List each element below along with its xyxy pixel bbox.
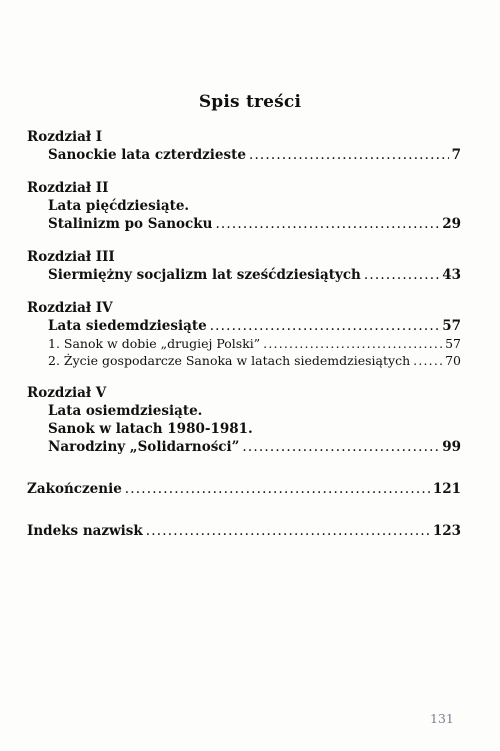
folio-page-number: 131 xyxy=(430,711,454,726)
dot-leader xyxy=(249,146,449,164)
entry-title: Sanockie lata czterdzieste xyxy=(48,147,246,163)
page-number: 121 xyxy=(432,481,461,497)
toc-subentry[interactable] xyxy=(27,335,461,352)
subentry-title: 1. Sanok w dobie „drugiej Polski” xyxy=(48,336,261,351)
toc-entry[interactable] xyxy=(27,317,461,335)
chapter-5 xyxy=(27,384,461,456)
dot-leader xyxy=(125,480,430,498)
chapter-heading: Rozdział V xyxy=(27,385,107,401)
toc-entry-index[interactable] xyxy=(27,522,461,540)
dot-leader xyxy=(364,266,439,284)
table-of-contents xyxy=(27,128,461,540)
dot-leader xyxy=(210,317,440,335)
closing-section xyxy=(27,480,461,498)
toc-entry[interactable] xyxy=(27,438,461,456)
entry-title: Lata siedemdziesiąte xyxy=(48,318,207,334)
index-section xyxy=(27,522,461,540)
chapter-1 xyxy=(27,128,461,164)
page-number: 57 xyxy=(445,336,461,351)
page-number: 43 xyxy=(442,267,461,283)
toc-entry[interactable] xyxy=(27,215,461,233)
dot-leader xyxy=(215,215,439,233)
entry-title: Siermiężny socjalizm lat sześćdziesiątych xyxy=(48,267,361,283)
entry-title-line: Lata pięćdziesiąte. xyxy=(48,198,190,214)
page-number: 99 xyxy=(442,439,461,455)
entry-title-line: Lata osiemdziesiąte. xyxy=(48,403,203,419)
dot-leader xyxy=(413,352,442,369)
chapter-heading: Rozdział I xyxy=(27,129,103,145)
page-number: 29 xyxy=(442,216,461,232)
chapter-3 xyxy=(27,248,461,284)
entry-title-line: Sanok w latach 1980-1981. xyxy=(48,421,253,437)
subentry-title: 2. Życie gospodarcze Sanoka w latach siedemdziesiątych xyxy=(48,353,411,368)
page-number: 70 xyxy=(445,353,461,368)
entry-title: Stalinizm po Sanocku xyxy=(48,216,213,232)
toc-subentry[interactable] xyxy=(27,352,461,369)
entry-title: Zakończenie xyxy=(27,481,122,497)
dot-leader xyxy=(263,335,442,352)
chapter-heading: Rozdział IV xyxy=(27,300,113,316)
toc-entry[interactable] xyxy=(27,146,461,164)
chapter-4 xyxy=(27,299,461,369)
toc-entry-closing[interactable] xyxy=(27,480,461,498)
chapter-2 xyxy=(27,179,461,233)
page-number: 7 xyxy=(451,147,461,163)
page-number: 57 xyxy=(442,318,461,334)
chapter-heading: Rozdział II xyxy=(27,180,109,196)
toc-entry[interactable] xyxy=(27,266,461,284)
chapter-heading: Rozdział III xyxy=(27,249,115,265)
page-number: 123 xyxy=(432,523,461,539)
entry-title: Narodziny „Solidarności” xyxy=(48,439,240,455)
page-title: Spis treści xyxy=(198,92,302,112)
dot-leader xyxy=(242,438,439,456)
dot-leader xyxy=(146,522,430,540)
entry-title: Indeks nazwisk xyxy=(27,523,143,539)
